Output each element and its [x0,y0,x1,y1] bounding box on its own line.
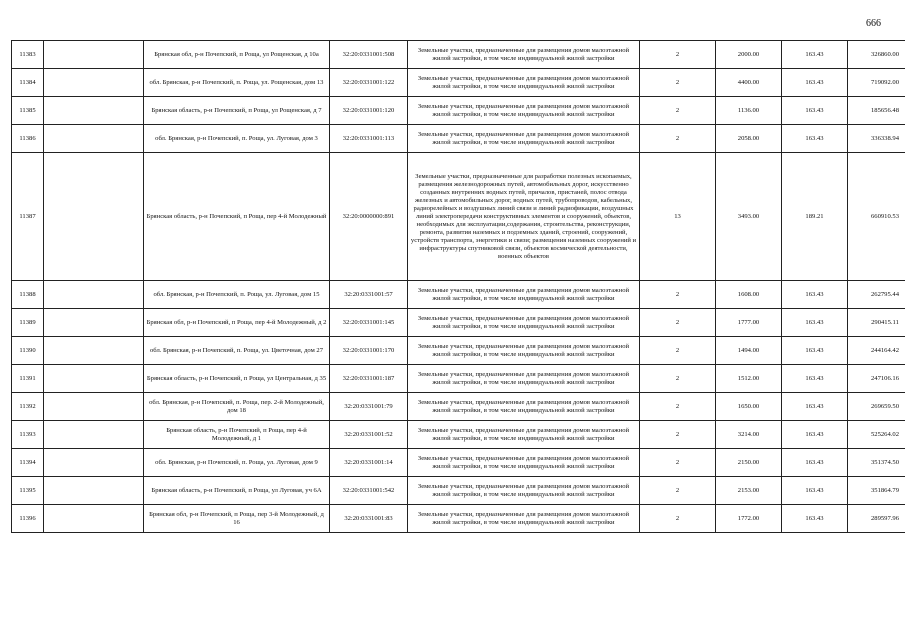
record-id-cell: 11394 [12,449,44,477]
area-cell: 4400.00 [716,69,782,97]
category-code-cell: 2 [640,449,716,477]
area-cell: 1772.00 [716,505,782,533]
cadastral-number-cell: 32:20:0331001:170 [330,337,408,365]
category-code-cell: 2 [640,69,716,97]
empty-cell [44,125,144,153]
specific-value-cell: 163.43 [782,365,848,393]
cadastral-number-cell: 32:20:0331001:52 [330,421,408,449]
table-row [12,505,905,533]
address-cell: Брянская область, р-н Почепский, п Роща, ул Рощенская, д 7 [144,97,330,125]
empty-cell [44,365,144,393]
permitted-use-cell: Земельные участки, предназначенные для размещения домов малоэтажной жилой застройки, в том числе индивидуальной жилой застройки [408,281,640,309]
specific-value-cell: 163.43 [782,449,848,477]
category-code-cell: 2 [640,505,716,533]
permitted-use-cell: Земельные участки, предназначенные для размещения домов малоэтажной жилой застройки, в том числе индивидуальной жилой застройки [408,421,640,449]
cadastral-value-cell: 262795.44 [848,281,905,309]
specific-value-cell: 163.43 [782,421,848,449]
cadastral-number-cell: 32:20:0331001:79 [330,393,408,421]
record-id-cell: 11396 [12,505,44,533]
address-cell: обл. Брянская, р-н Почепский, п. Роща, ул. Цветочная, дом 27 [144,337,330,365]
permitted-use-cell: Земельные участки, предназначенные для размещения домов малоэтажной жилой застройки, в том числе индивидуальной жилой застройки [408,393,640,421]
specific-value-cell: 163.43 [782,309,848,337]
address-cell: Брянская обл, р-н Почепский, п Роща, пер 3-й Молодежный, д 16 [144,505,330,533]
category-code-cell: 2 [640,477,716,505]
record-id-cell: 11392 [12,393,44,421]
record-id-cell: 11393 [12,421,44,449]
permitted-use-cell: Земельные участки, предназначенные для размещения домов малоэтажной жилой застройки, в том числе индивидуальной жилой застройки [408,449,640,477]
permitted-use-cell: Земельные участки, предназначенные для размещения домов малоэтажной жилой застройки, в том числе индивидуальной жилой застройки [408,41,640,69]
address-cell: обл. Брянская, р-н Почепский, п. Роща, ул. Рощенская, дом 13 [144,69,330,97]
area-cell: 1494.00 [716,337,782,365]
cadastral-number-cell: 32:20:0331001:57 [330,281,408,309]
address-cell: обл. Брянская, р-н Почепский, п. Роща, ул. Луговая, дом 15 [144,281,330,309]
table-row [12,41,905,69]
empty-cell [44,153,144,281]
category-code-cell: 2 [640,41,716,69]
address-cell: обл. Брянская, р-н Почепский, п. Роща, пер. 2-й Молодежный, дом 18 [144,393,330,421]
area-cell: 2000.00 [716,41,782,69]
address-cell: Брянская область, р-н Почепский, п Роща, ул Луговая, уч 6А [144,477,330,505]
category-code-cell: 13 [640,153,716,281]
area-cell: 1650.00 [716,393,782,421]
address-cell: Брянская область, р-н Почепский, п Роща, ул Центральная, д 35 [144,365,330,393]
page-number: 666 [866,18,881,29]
permitted-use-cell: Земельные участки, предназначенные для размещения домов малоэтажной жилой застройки, в том числе индивидуальной жилой застройки [408,337,640,365]
table-row [12,477,905,505]
cadastral-value-cell: 247106.16 [848,365,905,393]
table-row [12,309,905,337]
record-id-cell: 11386 [12,125,44,153]
cadastral-value-cell: 525264.02 [848,421,905,449]
address-cell: Брянская обл, р-н Почепский, п Роща, ул Рощенская, д 10а [144,41,330,69]
permitted-use-cell: Земельные участки, предназначенные для размещения домов малоэтажной жилой застройки, в том числе индивидуальной жилой застройки [408,125,640,153]
permitted-use-cell: Земельные участки, предназначенные для размещения домов малоэтажной жилой застройки, в том числе индивидуальной жилой застройки [408,69,640,97]
record-id-cell: 11389 [12,309,44,337]
area-cell: 2153.00 [716,477,782,505]
specific-value-cell: 163.43 [782,477,848,505]
specific-value-cell: 163.43 [782,505,848,533]
table-row [12,281,905,309]
empty-cell [44,281,144,309]
cadastral-number-cell: 32:20:0331001:145 [330,309,408,337]
record-id-cell: 11384 [12,69,44,97]
table-row [12,69,905,97]
empty-cell [44,69,144,97]
cadastral-value-cell: 290415.11 [848,309,905,337]
cadastral-number-cell: 32:20:0331001:542 [330,477,408,505]
record-id-cell: 11390 [12,337,44,365]
cadastral-number-cell: 32:20:0331001:113 [330,125,408,153]
category-code-cell: 2 [640,421,716,449]
record-id-cell: 11385 [12,97,44,125]
empty-cell [44,505,144,533]
cadastral-value-cell: 326860.00 [848,41,905,69]
area-cell: 1512.00 [716,365,782,393]
cadastral-number-cell: 32:20:0000000:891 [330,153,408,281]
cadastral-number-cell: 32:20:0331001:120 [330,97,408,125]
address-cell: обл. Брянская, р-н Почепский, п. Роща, ул. Луговая, дом 3 [144,125,330,153]
table-row [12,449,905,477]
cadastral-number-cell: 32:20:0331001:508 [330,41,408,69]
cadastral-number-cell: 32:20:0331001:14 [330,449,408,477]
permitted-use-cell: Земельные участки, предназначенные для размещения домов малоэтажной жилой застройки, в том числе индивидуальной жилой застройки [408,477,640,505]
category-code-cell: 2 [640,337,716,365]
cadastral-value-cell: 289597.96 [848,505,905,533]
table-row [12,365,905,393]
category-code-cell: 2 [640,309,716,337]
empty-cell [44,41,144,69]
area-cell: 1777.00 [716,309,782,337]
specific-value-cell: 189.21 [782,153,848,281]
table-row [12,421,905,449]
empty-cell [44,309,144,337]
table-row [12,97,905,125]
area-cell: 1136.00 [716,97,782,125]
specific-value-cell: 163.43 [782,125,848,153]
area-cell: 3214.00 [716,421,782,449]
cadastral-value-cell: 185656.48 [848,97,905,125]
permitted-use-cell: Земельные участки, предназначенные для размещения домов малоэтажной жилой застройки, в том числе индивидуальной жилой застройки [408,365,640,393]
empty-cell [44,393,144,421]
cadastral-value-cell: 269659.50 [848,393,905,421]
specific-value-cell: 163.43 [782,69,848,97]
cadastral-number-cell: 32:20:0331001:187 [330,365,408,393]
table-row [12,125,905,153]
specific-value-cell: 163.43 [782,281,848,309]
address-cell: обл. Брянская, р-н Почепский, п. Роща, ул. Луговая, дом 9 [144,449,330,477]
record-id-cell: 11387 [12,153,44,281]
permitted-use-cell: Земельные участки, предназначенные для разработки полезных ископаемых, размещения железнодорожных путей, автомобильных дорог, искусственно созданных внутренних водных путей, причалов, пристаней, полос отвода железных и автомобильных дорог, водных путей, трубопроводов, кабельных, радиорелейных и воздушных линий связи и линий радиофикации, воздушных линий электропередачи конструктивных элементов и сооружений, объектов, необходимых для эксплуатации,содержания, строительства, реконструкции, ремонта, развития наземных и подземных зданий, строений, сооружений, устройств транспорта, энергетики и связи; размещения наземных сооружений и инфраструктуры спутниковой связи, объектов космической деятельности, военных объектов [408,153,640,281]
permitted-use-cell: Земельные участки, предназначенные для размещения домов малоэтажной жилой застройки, в том числе индивидуальной жилой застройки [408,505,640,533]
category-code-cell: 2 [640,125,716,153]
table-row [12,337,905,365]
area-cell: 3493.00 [716,153,782,281]
empty-cell [44,477,144,505]
area-cell: 1608.00 [716,281,782,309]
record-id-cell: 11391 [12,365,44,393]
specific-value-cell: 163.43 [782,337,848,365]
empty-cell [44,97,144,125]
category-code-cell: 2 [640,97,716,125]
table-body [12,41,905,533]
area-cell: 2150.00 [716,449,782,477]
empty-cell [44,337,144,365]
cadastral-value-cell: 351864.79 [848,477,905,505]
cadastral-value-cell: 336338.94 [848,125,905,153]
specific-value-cell: 163.43 [782,41,848,69]
table-row [12,393,905,421]
table-row [12,153,905,281]
cadastral-number-cell: 32:20:0331001:122 [330,69,408,97]
area-cell: 2058.00 [716,125,782,153]
cadastral-value-cell: 660910.53 [848,153,905,281]
category-code-cell: 2 [640,281,716,309]
record-id-cell: 11388 [12,281,44,309]
specific-value-cell: 163.43 [782,393,848,421]
empty-cell [44,421,144,449]
cadastral-value-cell: 351374.50 [848,449,905,477]
address-cell: Брянская область, р-н Почепский, п Роща, пер 4-й Молодежный [144,153,330,281]
permitted-use-cell: Земельные участки, предназначенные для размещения домов малоэтажной жилой застройки, в том числе индивидуальной жилой застройки [408,97,640,125]
category-code-cell: 2 [640,365,716,393]
category-code-cell: 2 [640,393,716,421]
cadastral-number-cell: 32:20:0331001:83 [330,505,408,533]
specific-value-cell: 163.43 [782,97,848,125]
empty-cell [44,449,144,477]
record-id-cell: 11395 [12,477,44,505]
address-cell: Брянская обл, р-н Почепский, п Роща, пер 4-й Молодежный, д 2 [144,309,330,337]
record-id-cell: 11383 [12,41,44,69]
land-registry-table [11,40,905,533]
cadastral-value-cell: 719092.00 [848,69,905,97]
cadastral-value-cell: 244164.42 [848,337,905,365]
permitted-use-cell: Земельные участки, предназначенные для размещения домов малоэтажной жилой застройки, в том числе индивидуальной жилой застройки [408,309,640,337]
address-cell: Брянская область, р-н Почепский, п Роща, пер 4-й Молодежный, д 1 [144,421,330,449]
